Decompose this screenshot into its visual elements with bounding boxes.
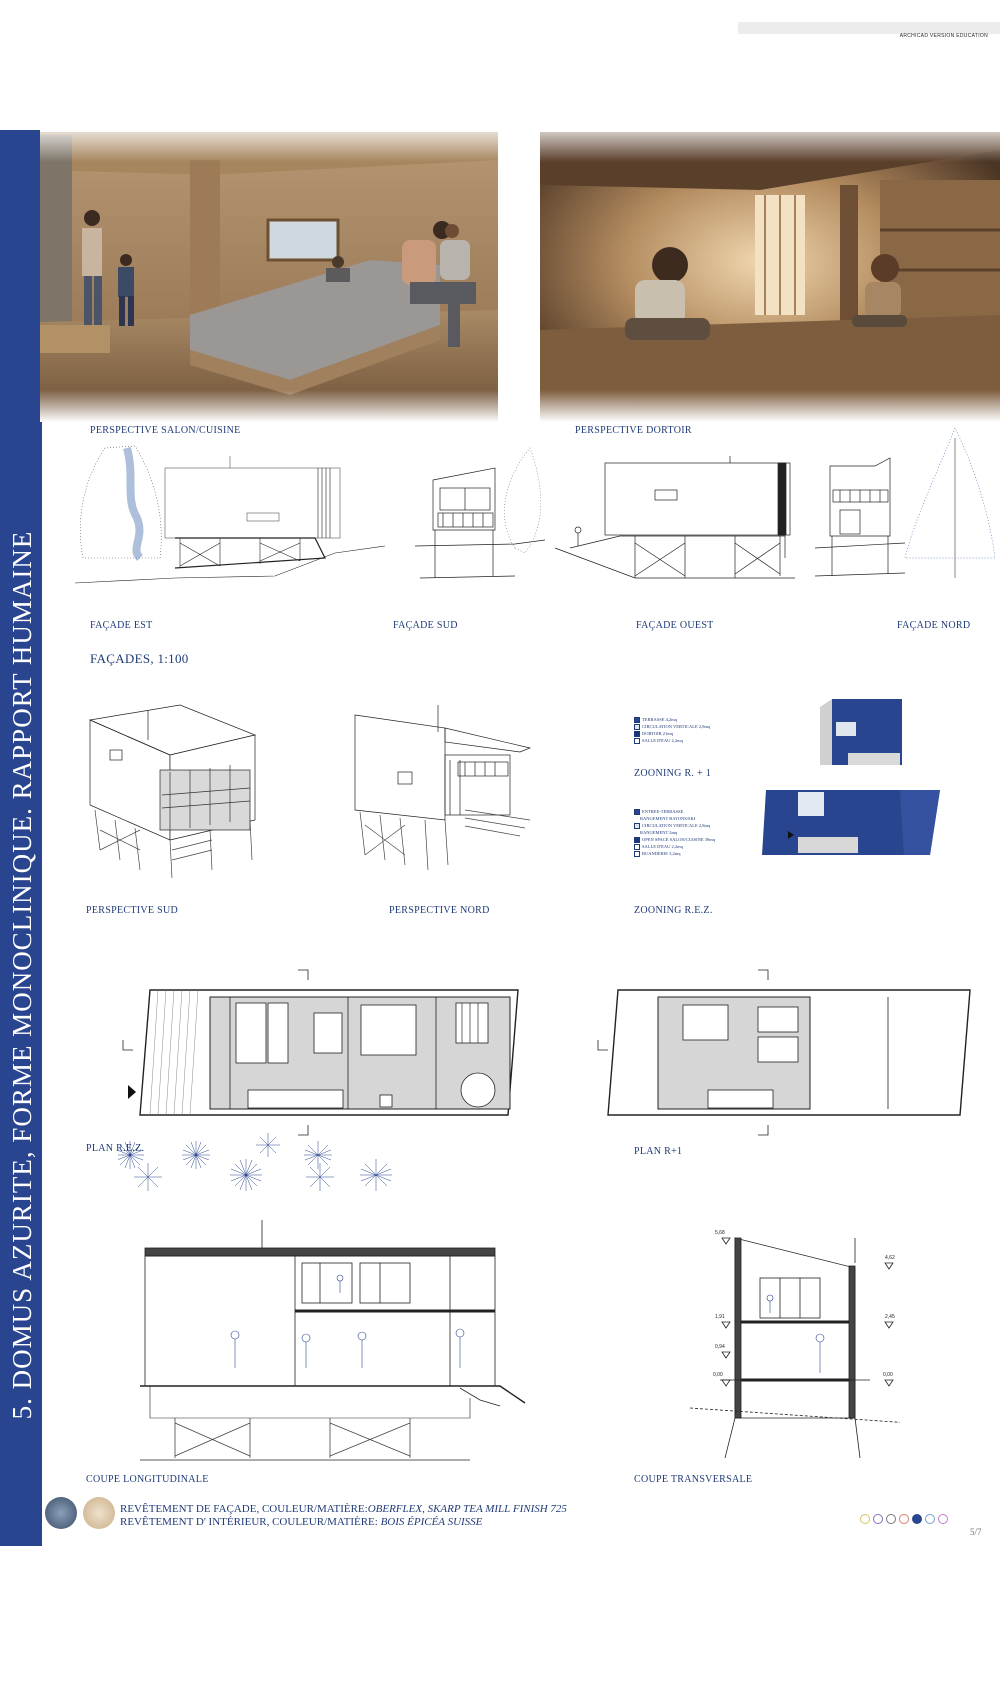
facade-nord-label: FAÇADE NORD: [897, 620, 971, 631]
page-dot[interactable]: [925, 1514, 935, 1524]
facade-material-label: REVÊTEMENT DE FAÇADE, COULEUR/MATIÈRE:: [120, 1503, 368, 1515]
zoning-ground-title: ZOONING R.E.Z.: [634, 905, 713, 916]
legend-item: OPEN SPACE SALON/CUISINE 39mq: [634, 836, 715, 843]
level-label: 5,68: [715, 1230, 725, 1236]
legend-item: SALLE D'EAU 2,2mq: [634, 843, 715, 850]
legend-item: CIRCULATION VERTICALE 2,8mq: [634, 723, 710, 730]
facade-material: [120, 1503, 567, 1516]
zoning-upper-title: ZOONING R. + 1: [634, 768, 712, 779]
page-dot[interactable]: [873, 1514, 883, 1524]
legend-item: DORTOIR 21mq: [634, 730, 710, 737]
facade-ouest-label: FAÇADE OUEST: [636, 620, 714, 631]
facade-material-swatch: [45, 1497, 77, 1529]
legend-item: SALLE D'EAU 2,2mq: [634, 737, 710, 744]
facade-est-label: FAÇADE EST: [90, 620, 153, 631]
plan-r1-label: PLAN R+1: [634, 1146, 683, 1157]
level-label: 0,00: [883, 1372, 893, 1378]
perspective-sud-label: PERSPECTIVE SUD: [86, 905, 179, 916]
facade-material-value: OBERFLEX, SKARP TEA MILL FINISH 725: [367, 1503, 567, 1515]
plan-rez-label: PLAN R.E.Z.: [86, 1143, 145, 1154]
level-label: 4,62: [885, 1255, 895, 1261]
page-dot-active[interactable]: [912, 1514, 922, 1524]
render-salon: [40, 90, 498, 422]
zoning-ground-diagram: [762, 787, 944, 857]
section-transversal-label: COUPE TRANSVERSALE: [634, 1474, 753, 1485]
interior-material-label: REVÊTEMENT D' INTÉRIEUR, COULEUR/MATIÈRE:: [120, 1516, 381, 1528]
legend-item: RANGEMENT BATONS/SKI: [640, 816, 696, 821]
legend-item: BUANDERIE 3,2mq: [634, 850, 715, 857]
page-dot[interactable]: [938, 1514, 948, 1524]
zoning-ground-legend: [634, 808, 715, 857]
level-label: 1,91: [715, 1314, 725, 1320]
interior-material-value: BOIS ÉPICÉA SUISSE: [380, 1516, 483, 1528]
legend-item: ENTREE-TERRASSE: [634, 808, 715, 815]
interior-material: [120, 1516, 482, 1529]
zoning-upper-legend: [634, 716, 710, 744]
render-dortoir-label: PERSPECTIVE DORTOIR: [575, 425, 692, 436]
legend-item: RANGEMENT 2mq: [640, 830, 678, 835]
facades-drawing: [75, 418, 1000, 593]
sidebar: [0, 130, 42, 1546]
legend-item: CIRCULATION VERTICALE 2,8mq: [634, 822, 715, 829]
pagination-dots: [860, 1511, 951, 1529]
page-number: 5/7: [970, 1527, 982, 1537]
plans-drawing: [118, 965, 978, 1195]
level-label: 0,94: [715, 1344, 725, 1350]
section-longitudinal-label: COUPE LONGITUDINALE: [86, 1474, 209, 1485]
perspective-nord-label: PERSPECTIVE NORD: [389, 905, 490, 916]
page-dot[interactable]: [899, 1514, 909, 1524]
legend-item: TERRASSE 4,2mq: [634, 716, 710, 723]
page-dot[interactable]: [886, 1514, 896, 1524]
facades-title: FAÇADES, 1:100: [90, 651, 189, 666]
sections-drawing: [130, 1218, 900, 1468]
edition-label: ARCHICAD VERSION EDUCATION: [899, 33, 988, 39]
project-title: 5. DOMUS AZURITE, FORME MONOCLINIQUE. RAPPORT HUMAINE: [7, 530, 37, 1420]
interior-material-swatch: [83, 1497, 115, 1529]
level-label: 2,45: [885, 1314, 895, 1320]
page-dot[interactable]: [860, 1514, 870, 1524]
facade-sud-label: FAÇADE SUD: [393, 620, 458, 631]
perspectives-drawing: [80, 700, 550, 885]
render-salon-label: PERSPECTIVE SALON/CUISINE: [90, 425, 241, 436]
level-label: 0,00: [713, 1372, 723, 1378]
zoning-upper-diagram: [818, 697, 908, 767]
render-dortoir: [540, 90, 1000, 422]
header-bar: [738, 22, 1000, 39]
